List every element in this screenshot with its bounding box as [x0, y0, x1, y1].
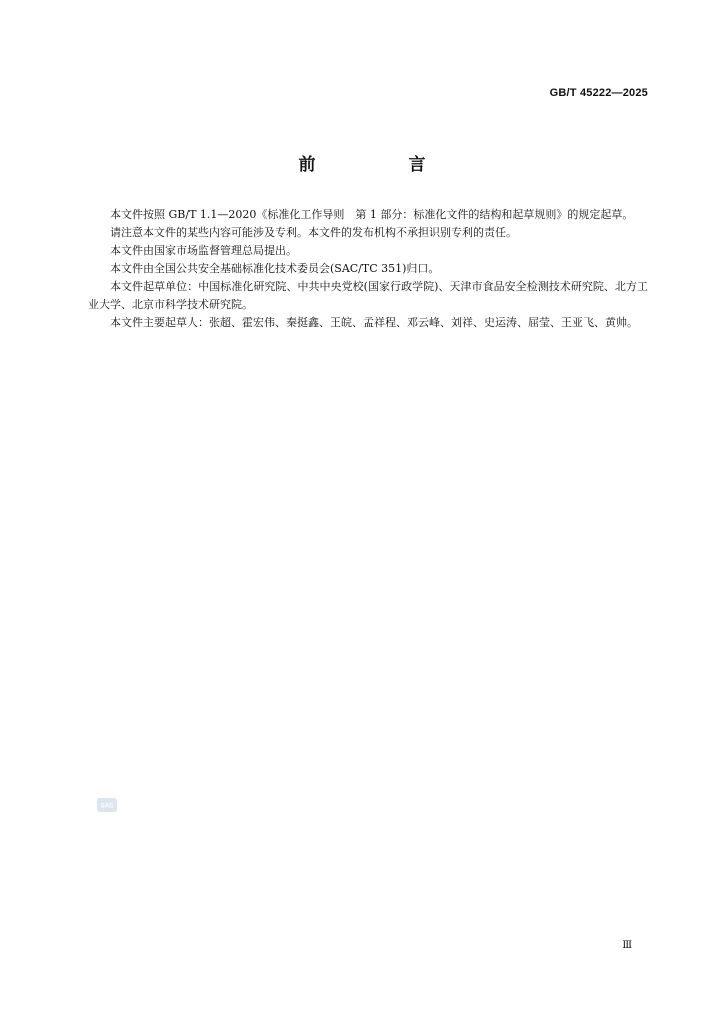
paragraph-proposer: 本文件由国家市场监督管理总局提出。: [110, 244, 297, 257]
paragraph-drafters: 本文件主要起草人：张超、霍宏伟、秦挺鑫、王皖、孟祥程、邓云峰、刘祥、史运涛、屈莹、王亚飞、黄帅。: [110, 316, 638, 329]
standard-code: GB/T 45222—2025: [549, 87, 648, 99]
page-number: Ⅲ: [622, 940, 632, 951]
paragraph-patent-notice: 请注意本文件的某些内容可能涉及专利。本文件的发布机构不承担识别专利的责任。: [110, 226, 517, 239]
sac-logo-icon: [97, 798, 117, 812]
sac-logo-text: SAC: [100, 803, 114, 810]
page-title: 前 言: [298, 155, 464, 175]
sac-watermark-logo: [97, 798, 117, 812]
paragraph-drafting-organizations: 本文件起草单位：中国标准化研究院、中共中央党校(国家行政学院)、天津市食品安全检测技术研究院、北方工业大学、北京市科学技术研究院。: [88, 280, 648, 311]
paragraph-drafting-rules: 本文件按照 GB/T 1.1—2020《标准化工作导则 第 1 部分：标准化文件的结构和起草规则》的规定起草。: [110, 208, 634, 221]
paragraph-technical-committee: 本文件由全国公共安全基础标准化技术委员会(SAC/TC 351)归口。: [110, 262, 440, 275]
foreword-body: [88, 206, 648, 332]
